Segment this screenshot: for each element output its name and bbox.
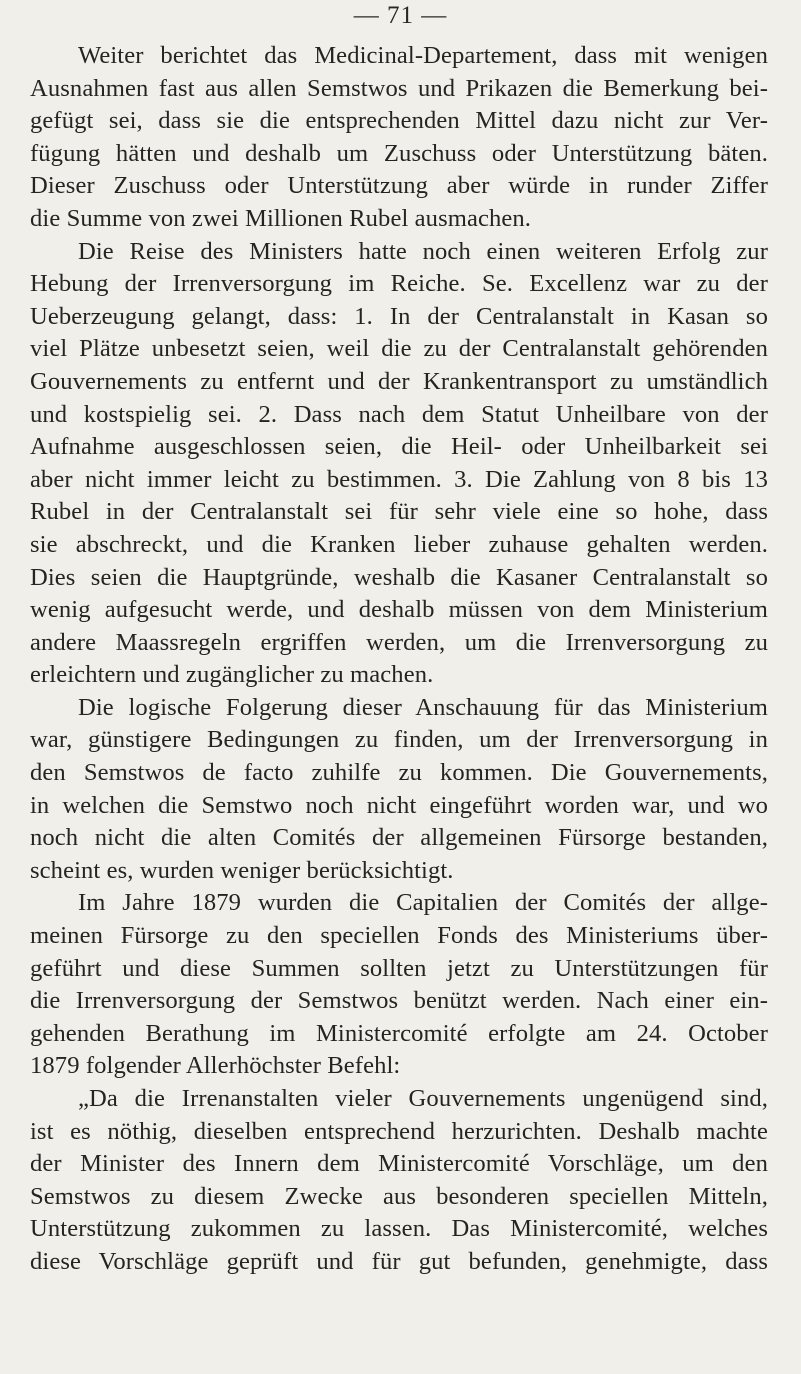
text-line: der Minister des Innern dem Ministercomité Vorschläge, um den	[30, 1150, 768, 1178]
text-line: Aufnahme ausgeschlossen seien, die Heil- oder Unheilbarkeit sei	[30, 433, 768, 461]
text-line: Die Reise des Ministers hatte noch einen weiteren Erfolg zur	[78, 237, 768, 265]
text-line: den Semstwos de facto zuhilfe zu kommen. Die Gouvernements,	[30, 759, 768, 787]
text-line: Ausnahmen fast aus allen Semstwos und Prikazen die Bemerkung bei-	[30, 74, 768, 102]
text-line: Unterstützung zukommen zu lassen. Das Ministercomité, welches	[30, 1215, 768, 1243]
text-line: die Summe von zwei Millionen Rubel ausmachen.	[30, 204, 532, 232]
page-number: — 71 —	[353, 2, 448, 29]
text-line: geführt und diese Summen sollten jetzt zu Unterstützungen für	[30, 954, 768, 982]
text-line: andere Maassregeln ergriffen werden, um die Irrenversorgung zu	[30, 628, 768, 656]
text-line: Dies seien die Hauptgründe, weshalb die Kasaner Centralanstalt so	[30, 563, 768, 591]
text-line: viel Plätze unbesetzt seien, weil die zu der Centralanstalt gehörenden	[30, 335, 768, 363]
text-line: Hebung der Irrenversorgung im Reiche. Se. Excellenz war zu der	[30, 270, 768, 298]
text-line: ist es nöthig, dieselben entsprechend herzurichten. Deshalb machte	[30, 1117, 768, 1145]
text-line: scheint es, wurden weniger berücksichtigt.	[30, 856, 454, 884]
text-line: Die logische Folgerung dieser Anschauung für das Ministerium	[78, 693, 768, 721]
text-line: Semstwos zu diesem Zwecke aus besonderen speciellen Mitteln,	[30, 1182, 768, 1210]
body-text	[30, 40, 768, 1279]
text-line: Im Jahre 1879 wurden die Capitalien der Comités der allge-	[78, 889, 768, 917]
text-line: sie abschreckt, und die Kranken lieber zuhause gehalten werden.	[30, 530, 768, 558]
text-line: Rubel in der Centralanstalt sei für sehr viele eine so hohe, dass	[30, 498, 768, 526]
text-line: die Irrenversorgung der Semstwos benützt werden. Nach einer ein-	[30, 987, 768, 1015]
text-line: meinen Fürsorge zu den speciellen Fonds des Ministeriums über-	[30, 922, 768, 950]
text-line: gehenden Berathung im Ministercomité erfolgte am 24. October	[30, 1019, 768, 1047]
text-line: erleichtern und zugänglicher zu machen.	[30, 661, 434, 689]
text-line: gefügt sei, dass sie die entsprechenden Mittel dazu nicht zur Ver-	[30, 107, 768, 135]
text-line: Ueberzeugung gelangt, dass: 1. In der Centralanstalt in Kasan so	[30, 302, 768, 330]
text-line: noch nicht die alten Comités der allgemeinen Fürsorge bestanden,	[30, 824, 768, 852]
text-line: Dieser Zuschuss oder Unterstützung aber würde in runder Ziffer	[30, 172, 768, 200]
text-line: aber nicht immer leicht zu bestimmen. 3. Die Zahlung von 8 bis 13	[30, 465, 768, 493]
text-line: Gouvernements zu entfernt und der Krankentransport zu umständlich	[30, 367, 768, 395]
text-line: Weiter berichtet das Medicinal-Departement, dass mit wenigen	[78, 42, 768, 69]
text-line: und kostspielig sei. 2. Dass nach dem Statut Unheilbare von der	[30, 400, 768, 428]
text-line: in welchen die Semstwo noch nicht eingeführt worden war, und wo	[30, 791, 768, 819]
text-line: „Da die Irrenanstalten vieler Gouvernements ungenügend sind,	[78, 1085, 768, 1112]
text-line: 1879 folgender Allerhöchster Befehl:	[30, 1052, 401, 1080]
text-line: wenig aufgesucht werde, und deshalb müssen von dem Ministerium	[30, 596, 768, 624]
text-line: war, günstigere Bedingungen zu finden, um der Irrenversorgung in	[30, 726, 768, 754]
text-line: fügung hätten und deshalb um Zuschuss oder Unterstützung bäten.	[30, 139, 768, 167]
text-line: diese Vorschläge geprüft und für gut befunden, genehmigte, dass	[30, 1247, 768, 1275]
